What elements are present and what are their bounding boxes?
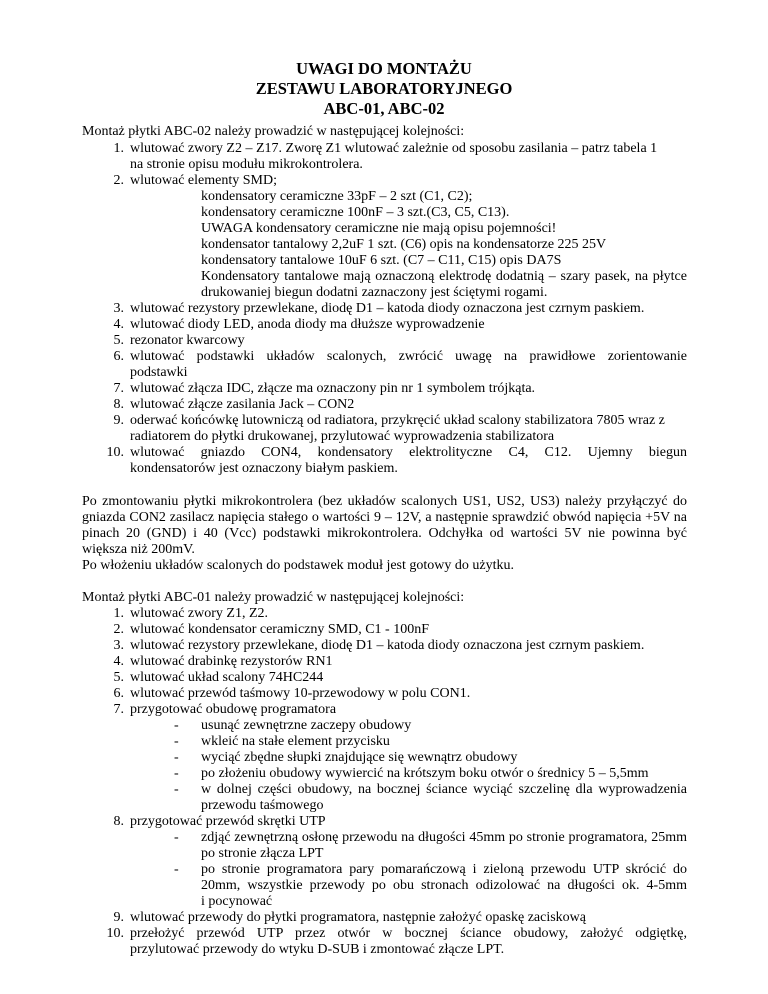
- abc01-item-4: wlutować drabinkę rezystorów RN1: [130, 654, 333, 669]
- abc01-item-2: wlutować kondensator ceramiczny SMD, C1 - 100nF: [130, 622, 429, 637]
- abc02-item-2-line: drukowaniej biegun dodatni zaznaczony jest ściętymi rogami.: [201, 285, 548, 300]
- abc02-item-2-line: kondensatory ceramiczne 33pF – 2 szt (C1, C2);: [201, 189, 473, 204]
- list-number: 8.: [113, 814, 124, 829]
- abc02-item-2-line: Kondensatory tantalowe mają oznaczoną elektrodę dodatnią – szary pasek, na płytce: [201, 269, 687, 284]
- abc02-item-9-cont: radiatorem do płytki drukowanej, przylutować wyprowadzenia stabilizatora: [130, 429, 555, 444]
- abc01-item-5: wlutować układ scalony 74HC244: [130, 670, 324, 685]
- list-number: 10.: [106, 926, 124, 941]
- bullet-dash: -: [174, 750, 179, 765]
- list-number: 9.: [113, 413, 124, 428]
- abc01-item-3: wlutować rezystory przewlekane, diodę D1 – katoda diody oznaczona jest czrnym paskiem.: [130, 638, 645, 653]
- bullet-dash: -: [174, 766, 179, 781]
- abc01-item-8-bullet-cont: i pocynować: [201, 894, 273, 909]
- abc01-item-7-bullet-cont: przewodu taśmowego: [201, 798, 324, 813]
- title-line-2: ZESTAWU LABORATORYJNEGO: [255, 79, 513, 98]
- abc02-item-7: wlutować złącza IDC, złącze ma oznaczony pin nr 1 symbolem trójkąta.: [130, 381, 536, 396]
- list-number: 5.: [113, 333, 124, 348]
- abc02-item-10-cont: kondensatorów jest oznaczony białym paskiem.: [130, 461, 398, 476]
- abc01-item-8-bullet-cont: po stronie złącza LPT: [201, 846, 324, 861]
- abc01-item-1: wlutować zwory Z1, Z2.: [130, 606, 269, 621]
- bullet-dash: -: [174, 718, 179, 733]
- abc02-item-3: wlutować rezystory przewlekane, diodę D1 – katoda diody oznaczona jest czrnym paskiem.: [130, 301, 645, 316]
- bullet-dash: -: [174, 862, 179, 877]
- title-line-3: ABC-01, ABC-02: [323, 99, 445, 118]
- check-paragraph-line: Po zmontowaniu płytki mikrokontrolera (bez układów scalonych US1, US2, US3) należy przyłączyć do: [82, 494, 687, 509]
- abc02-item-2: wlutować elementy SMD;: [130, 173, 277, 188]
- abc01-item-7-bullet: wkleić na stałe element przycisku: [201, 734, 390, 749]
- abc02-item-10: wlutować gniazdo CON4, kondensatory elektrolityczne C4, C12. Ujemny biegun: [130, 445, 687, 460]
- abc02-item-5: rezonator kwarcowy: [130, 333, 245, 348]
- abc02-item-2-line: kondensatory ceramiczne 100nF – 3 szt.(C3, C5, C13).: [201, 205, 510, 220]
- abc01-item-8-bullet: po stronie programatora pary pomarańczową i zieloną przewodu UTP skrócić do: [201, 862, 687, 877]
- abc01-item-10: przełożyć przewód UTP przez otwór w bocznej ściance obudowy, założyć odgiętkę,: [130, 926, 687, 941]
- abc02-item-2-line: kondensator tantalowy 2,2uF 1 szt. (C6) opis na kondensatorze 225 25V: [201, 237, 607, 252]
- list-number: 1.: [113, 606, 124, 621]
- list-number: 10.: [106, 445, 124, 460]
- abc01-item-7-bullet: w dolnej części obudowy, na bocznej ściance wyciąć szczelinę dla wyprowadzenia: [201, 782, 687, 797]
- list-number: 6.: [113, 686, 124, 701]
- list-number: 5.: [113, 670, 124, 685]
- abc01-item-7-bullet: usunąć zewnętrzne zaczepy obudowy: [201, 718, 412, 733]
- check-paragraph-line: gniazda CON2 zasilacz napięcia stałego o wartości 9 – 12V, a następnie sprawdzić obwód napięcia +5V na: [82, 510, 687, 525]
- abc02-item-6: wlutować podstawki układów scalonych, zwrócić uwagę na prawidłowe zorientowanie: [130, 349, 687, 364]
- check-paragraph-line: większa niż 200mV.: [82, 542, 195, 557]
- abc02-item-8: wlutować złącze zasilania Jack – CON2: [130, 397, 355, 412]
- abc01-item-10-cont: przylutować przewody do wtyku D-SUB i zmontować złącze LPT.: [130, 942, 505, 957]
- list-number: 3.: [113, 638, 124, 653]
- check-paragraph-line: pinach 20 (GND) i 40 (Vcc) podstawki mikrokontrolera. Odchyłka od wartości 5V nie powinna być: [82, 526, 687, 541]
- bullet-dash: -: [174, 830, 179, 845]
- abc02-item-2-line: kondensatory tantalowe 10uF 6 szt. (C7 – C11, C15) opis DA7S: [201, 253, 562, 268]
- abc01-item-6: wlutować przewód taśmowy 10-przewodowy w polu CON1.: [130, 686, 471, 701]
- abc02-item-2-line: UWAGA kondensatory ceramiczne nie mają opisu pojemności!: [201, 221, 557, 236]
- list-number: 4.: [113, 654, 124, 669]
- list-number: 8.: [113, 397, 124, 412]
- list-number: 1.: [113, 141, 124, 156]
- abc02-item-4: wlutować diody LED, anoda diody ma dłuższe wyprowadzenie: [130, 317, 485, 332]
- abc01-item-8-bullet-cont: 20mm, wszystkie przewody po obu stronach odizolować na długości ok. 4-5mm: [201, 878, 687, 893]
- abc01-item-8: przygotować przewód skrętki UTP: [130, 814, 326, 829]
- list-number: 4.: [113, 317, 124, 332]
- bullet-dash: -: [174, 734, 179, 749]
- list-number: 2.: [113, 622, 124, 637]
- abc01-item-9: wlutować przewody do płytki programatora, następnie założyć opaskę zaciskową: [130, 910, 586, 925]
- list-number: 6.: [113, 349, 124, 364]
- abc01-intro: Montaż płytki ABC-01 należy prowadzić w następującej kolejności:: [82, 590, 465, 605]
- abc02-item-6-cont: podstawki: [130, 365, 188, 380]
- list-number: 3.: [113, 301, 124, 316]
- list-number: 2.: [113, 173, 124, 188]
- check-paragraph-2: Po włożeniu układów scalonych do podstawek moduł jest gotowy do użytku.: [82, 558, 514, 573]
- list-number: 7.: [113, 381, 124, 396]
- abc01-item-8-bullet: zdjąć zewnętrzną osłonę przewodu na długości 45mm po stronie programatora, 25mm: [201, 830, 687, 845]
- abc01-item-7-bullet: po złożeniu obudowy wywiercić na krótszym boku otwór o średnicy 5 – 5,5mm: [201, 766, 649, 781]
- abc01-item-7-bullet: wyciąć zbędne słupki znajdujące się wewnątrz obudowy: [201, 750, 518, 765]
- abc02-item-9: oderwać końcówkę lutowniczą od radiatora, przykręcić układ scalony stabilizatora 7805 wraz z: [130, 413, 665, 428]
- abc02-intro: Montaż płytki ABC-02 należy prowadzić w następującej kolejności:: [82, 124, 465, 139]
- title-line-1: UWAGI DO MONTAŻU: [296, 59, 472, 78]
- abc01-item-7: przygotować obudowę programatora: [130, 702, 337, 717]
- abc02-item-1-cont: na stronie opisu modułu mikrokontrolera.: [130, 157, 363, 172]
- list-number: 7.: [113, 702, 124, 717]
- list-number: 9.: [113, 910, 124, 925]
- abc02-item-1: wlutować zwory Z2 – Z17. Zworę Z1 wlutować zależnie od sposobu zasilania – patrz tabela 1: [130, 141, 658, 156]
- bullet-dash: -: [174, 782, 179, 797]
